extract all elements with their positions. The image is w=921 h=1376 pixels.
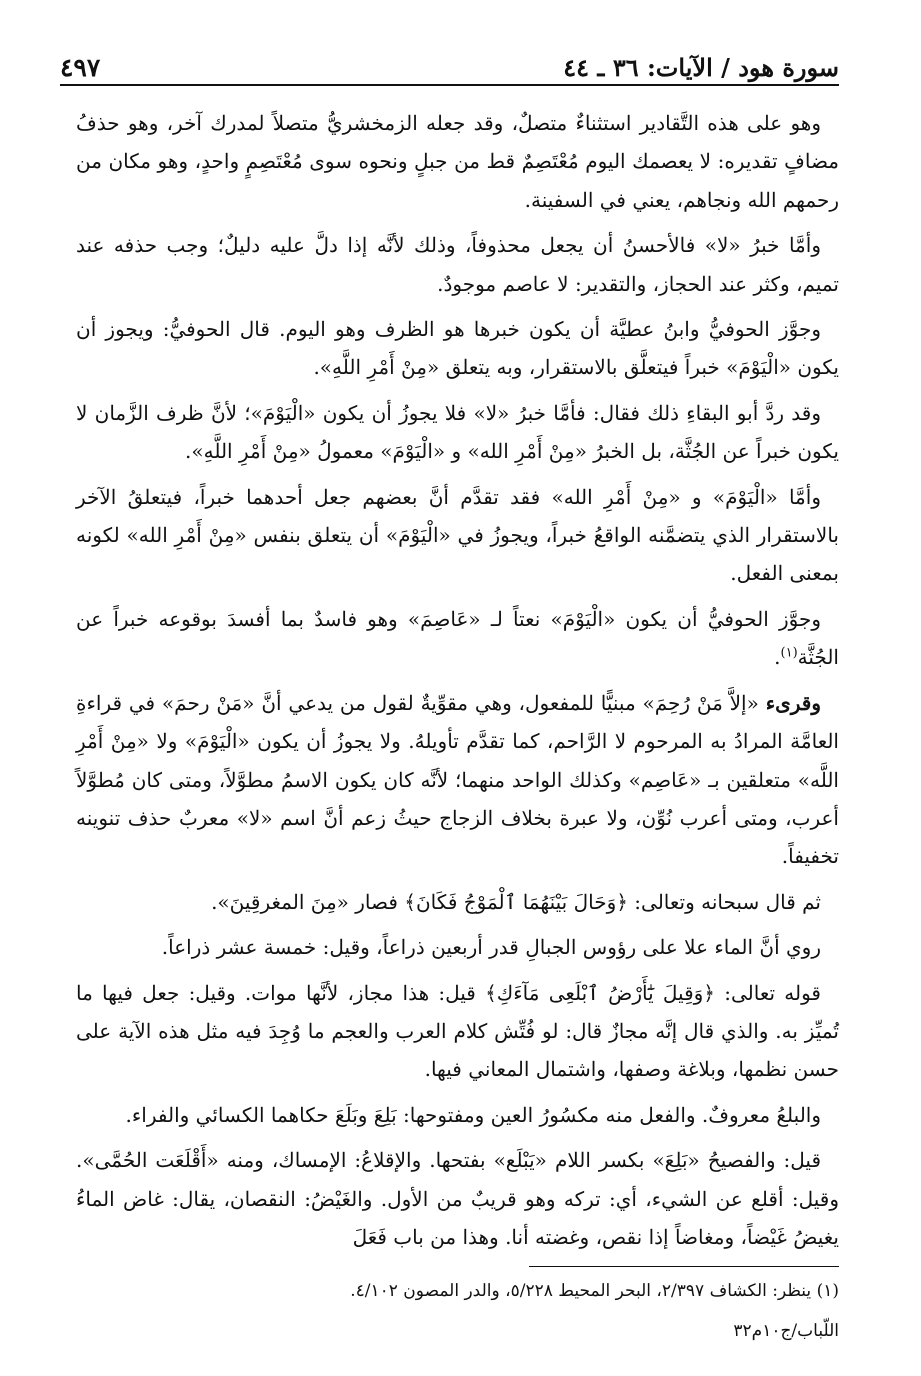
paragraph-10: قوله تعالى: ﴿وَقِيلَ يَٰٓأَرْضُ ٱبْلَعِى مَآءَكِ﴾ قيل: هذا مجاز، لأنَّها موات. وقيل: جعل فيها ما تُميِّز به. والذي قال إنَّه مجازٌ قال: لو فُتِّش كلام العرب والعجم ما وُجِدَ فيه مثل هذه الآية على حسن نظمها، وبلاغة وصفها، واشتمال المعاني فيها. [76, 980, 839, 1082]
paragraph-7 [76, 684, 839, 876]
paragraph-7-text: «إلاَّ مَنْ رُحِمَ» مبنيًّا للمفعول، وهي مقوِّيةٌ لقول من يدعي أنَّ «مَنْ رحمَ» في قراءةِ العامَّة المرادُ به المرحوم لا الرَّاحم، كما تقدَّم تأويلهُ. ولا يجوزُ أن يكون «الْيَوْمَ» ولا «مِنْ أَمْرِ اللَّه» متعلقين بـ «عَاصِم» وكذلك الواحد منهما؛ لأنَّه كان يكون الاسمُ مطوَّلاً، ومتى كان مُطوَّلاً أعرب، ومتى أعرب نُوِّن، ولا عبرة بخلاف الزجاج حيثُ زعم أنَّ اسم «لا» معربٌ حذف تنوينه تخفيفاً. [76, 690, 839, 869]
paragraph-8: ثم قال سبحانه وتعالى: ﴿وَحَالَ بَيْنَهُمَا ٱلْمَوْجُ فَكَانَ﴾ فصار «مِنَ المغرقِينَ». [211, 889, 821, 914]
paragraph-6: وجوَّز الحوفيُّ أن يكون «الْيَوْمَ» نعتاً لـ «عَاصِمَ» وهو فاسدٌ بما أفسدَ بوقوعه خبراً عن الجُثَّة$^{(١)}$. [76, 606, 839, 670]
paragraph-11: والبلعُ معروفٌ. والفعل منه مكسُورُ العين ومفتوحها: بَلِعَ وبَلَعَ حكاهما الكسائي والفراء. [125, 1102, 821, 1127]
paragraph-1: وهو على هذه التَّقادير استثناءٌ متصلٌ، وقد جعله الزمخشريُّ متصلاً لمدرك آخر، وهو حذفُ مضافٍ تقديره: لا يعصمك اليوم مُعْتَصِمٌ قط من جبلٍ ونحوه سوى مُعْتَصِمٍ واحدٍ، وهو مكان من رحمهم الله ونجاهم، يعني في السفينة. [76, 111, 839, 212]
paragraph-6-text: وجوَّز الحوفيُّ أن يكون «الْيَوْمَ» نعتاً لـ «عَاصِمَ» وهو فاسدٌ بما أفسدَ بوقوعه خبراً عن الجُثَّة [76, 606, 839, 670]
header-title: سورة هود / الآيات: ٣٦ ـ ٤٤ [563, 53, 839, 82]
header-rule [60, 84, 839, 86]
footnote-rule [529, 1266, 839, 1267]
paragraph-9: روي أنَّ الماء علا على رؤوس الجبالِ قدر أربعين ذراعاً، وقيل: خمسة عشر ذراعاً. [161, 935, 821, 960]
footnote-reference[interactable]: (١) [780, 645, 798, 661]
main-text [76, 104, 839, 1263]
page-number: ٤٩٧ [60, 53, 101, 82]
paragraph-12: قيل: والفصيحُ «بَلِعَ» بكسر اللام «يَبْلَع» بفتحها. والإقلاعُ: الإمساك، ومنه «أَقْلَعَت الحُمَّى». وقيل: أقلع عن الشيء، أي: تركه وهو قريبٌ من الأول. والغَيْضُ: النقصان، يقال: غاض الماءُ يغيضُ غَيْضاً، ومغاضاً إذا نقص، وغضته أنا. وهذا من باب فَعَلَ [76, 1148, 840, 1249]
paragraph-3: وجوَّز الحوفيُّ وابنُ عطيَّة أن يكون خبرها هو الظرف وهو اليوم. قال الحوفيُّ: ويجوز أن يكون «الْيَوْمَ» خبراً فيتعلَّق بالاستقرار، وبه يتعلق «مِنْ أَمْرِ اللَّهِ». [76, 317, 839, 380]
paragraph-4: وقد ردَّ أبو البقاءِ ذلك فقال: فأمَّا خبرُ «لا» فلا يجوزُ أن يكون «الْيَوْمَ»؛ لأنَّ ظرف الزَّمان لا يكون خبراً عن الجُثَّة، بل الخبرُ «مِنْ أَمْرِ الله» و «الْيَوْمَ» معمولُ «مِنْ أَمْرِ اللَّهِ». [76, 400, 839, 464]
paragraph-2: وأمَّا خبرُ «لا» فالأحسنُ أن يجعل محذوفاً، وذلك لأنَّه إذا دلَّ عليه دليلٌ؛ وجب حذفه عند تميم، وكثر عند الحجاز، والتقدير: لا عاصم موجودٌ. [76, 233, 839, 296]
qiraah-label: وقرىء [765, 690, 822, 715]
paragraph-5: وأمَّا «الْيَوْمَ» و «مِنْ أَمْرِ الله» فقد تقدَّم أنَّ بعضهم جعل أحدهما خبراً، فيتعلقُ الآخر بالاستقرار الذي يتضمَّنه الواقعُ خبراً، ويجوزُ في «الْيَوْمَ» أن يتعلق بنفس «مِنْ أَمْرِ الله» لكونه بمعنى الفعل. [76, 484, 839, 586]
footnote: (١) ينظر: الكشاف ٢/٣٩٧، البحر المحيط ٥/٢٢٨، والدر المصون ٤/١٠٢. [350, 1281, 839, 1301]
signature-mark: اللّباب/ج١٠م٣٢ [733, 1321, 839, 1341]
running-header [60, 36, 839, 82]
